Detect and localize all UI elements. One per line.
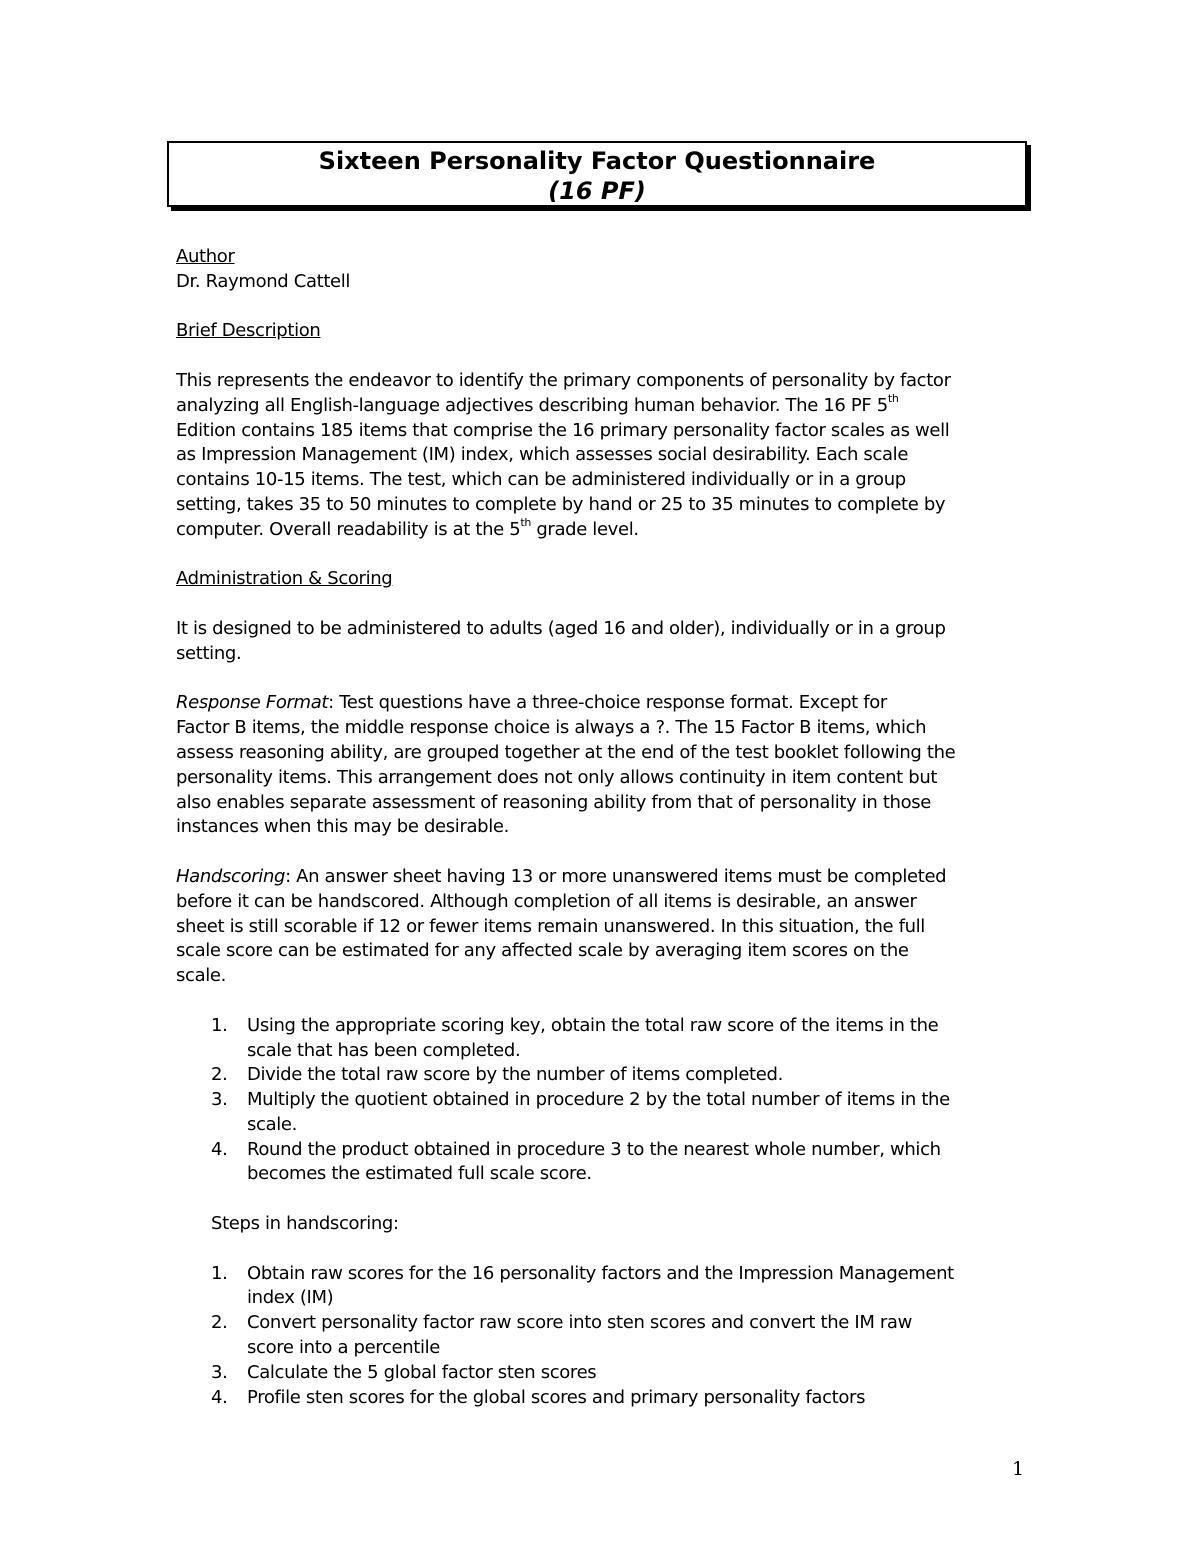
list-item: 2. Convert personality factor raw score into sten scores and convert the IM raw score into a percentile bbox=[211, 1312, 912, 1359]
brief-description-line: as Impression Management (IM) index, which assesses social desirability. Each scale bbox=[176, 444, 909, 466]
handscoring-line: before it can be handscored. Although completion of all items is desirable, an answer bbox=[176, 890, 917, 912]
brief-description-line: Edition contains 185 items that comprise the 16 primary personality factor scales as well bbox=[176, 419, 950, 441]
administration-line: It is designed to be administered to adults (aged 16 and older), individually or in a group bbox=[176, 617, 946, 639]
response-format-line: instances when this may be desirable. bbox=[176, 816, 509, 838]
response-format-label: Response Format bbox=[176, 692, 329, 714]
document-subtitle: (16 PF) bbox=[548, 177, 646, 205]
handscoring-line: scale score can be estimated for any affected scale by averaging item scores on the bbox=[176, 940, 909, 962]
response-format-line: Factor B items, the middle response choice is always a ?. The 15 Factor B items, which bbox=[176, 717, 927, 739]
response-format-line: Response Format: Test questions have a three-choice response format. Except for bbox=[176, 692, 887, 714]
document-title: Sixteen Personality Factor Questionnaire bbox=[318, 147, 876, 175]
brief-description-line: computer. Overall readability is at the 5th grade level. bbox=[176, 515, 639, 540]
list-item: 2. Divide the total raw score by the number of items completed. bbox=[211, 1064, 783, 1086]
handscoring-line: scale. bbox=[176, 965, 227, 987]
handscoring-line: Handscoring: An answer sheet having 13 or more unanswered items must be completed bbox=[176, 865, 947, 887]
brief-description-line: analyzing all English-language adjectives describing human behavior. The 16 PF 5th bbox=[176, 391, 899, 416]
steps-heading: Steps in handscoring: bbox=[211, 1213, 399, 1235]
list-item: 3. Multiply the quotient obtained in procedure 2 by the total number of items in the scale. bbox=[211, 1089, 950, 1135]
list-item: 4. Round the product obtained in procedure 3 to the nearest whole number, which becomes the estimated full scale score. bbox=[211, 1138, 941, 1185]
page-number: 1 bbox=[1012, 1458, 1025, 1480]
brief-description-line: setting, takes 35 to 50 minutes to complete by hand or 25 to 35 minutes to complete by bbox=[176, 493, 946, 515]
list-item: 3. Calculate the 5 global factor sten scores bbox=[211, 1361, 597, 1383]
steps-list bbox=[211, 1262, 1036, 1411]
handscoring-line: sheet is still scorable if 12 or fewer items remain unanswered. In this situation, the full bbox=[176, 915, 925, 937]
document-body bbox=[176, 245, 1036, 1410]
response-format-line: also enables separate assessment of reasoning ability from that of personality in those bbox=[176, 791, 932, 813]
brief-description-line: This represents the endeavor to identify the primary components of personality by factor bbox=[176, 369, 951, 391]
list-item: 4. Profile sten scores for the global scores and primary personality factors bbox=[211, 1386, 866, 1408]
brief-description-heading: Brief Description bbox=[176, 320, 321, 342]
handscoring-label: Handscoring bbox=[176, 865, 286, 887]
response-format-line: personality items. This arrangement does not only allows continuity in item content but bbox=[176, 766, 938, 788]
list-item: 1. Using the appropriate scoring key, obtain the total raw score of the items in the scale that has been completed. bbox=[211, 1014, 939, 1061]
author-name: Dr. Raymond Cattell bbox=[176, 270, 351, 292]
title-box bbox=[167, 141, 1027, 207]
brief-description-line: contains 10-15 items. The test, which can be administered individually or in a group bbox=[176, 469, 906, 491]
administration-line: setting. bbox=[176, 642, 242, 664]
response-format-line: assess reasoning ability, are grouped together at the end of the test booklet following the bbox=[176, 741, 956, 763]
author-heading: Author bbox=[176, 246, 235, 267]
administration-heading: Administration & Scoring bbox=[176, 568, 393, 590]
list-item: 1. Obtain raw scores for the 16 personality factors and the Impression Management index (IM) bbox=[211, 1262, 954, 1309]
procedure-list bbox=[211, 1014, 1036, 1188]
